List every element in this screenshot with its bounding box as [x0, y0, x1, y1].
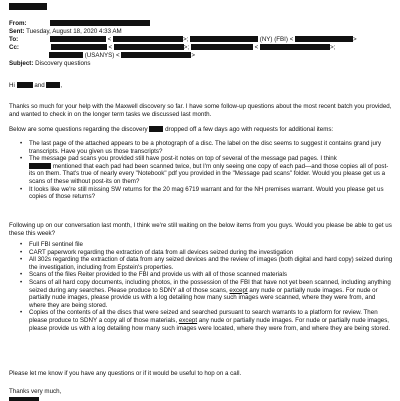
redacted-to-4 [295, 36, 353, 42]
redacted-cc-1 [51, 44, 107, 50]
subject-label: Subject: [9, 60, 34, 67]
signoff: Thanks very much, [9, 388, 62, 395]
list-item: • CART paperwork regarding the extraction of data from all devices seized during the investigation [9, 249, 393, 257]
list-item: • The message pad scans you provided still have post-it notes on top of several of the message pad pages. I think mentioned that each pad had been scanned twice, but I'm only seeing one copy of each pad—and those copies all of post-its on them. That's true of nearly every "Notebook" pdf you provided in the "Message pad scans" folder. Would you please get us a scans of these without post-its on them? [9, 155, 393, 185]
redacted-greet-1 [17, 82, 33, 88]
sent-line [9, 28, 122, 36]
redacted-list1 [29, 163, 51, 169]
redacted-greet-2 [46, 82, 60, 88]
redacted-to-3 [190, 36, 258, 42]
redacted-to-1 [50, 36, 106, 42]
cc-line: Cc: < >; < >; [9, 44, 336, 51]
greeting: Hi and , [9, 82, 63, 89]
list-item: • Copies of the contents of all the discs that were seized and searched pursuant to search warrants to a platform for review. Then please produce to SDNY a copy all of those materials, except any nude or partially nude images. For nude or partially nude images, please provide us with a log detailing how many such images were located, where they were from, and where they are being stored. [9, 309, 393, 332]
sent-label: Sent: [9, 28, 25, 35]
usanys: (USANYS) [84, 52, 115, 59]
sent-value: Tuesday, August 18, 2020 4:33 AM [26, 28, 122, 35]
redacted-from [50, 20, 150, 26]
redacted-cc-3 [191, 44, 253, 50]
cc-label: Cc: [9, 44, 19, 51]
cc-line-2: (USANYS) < > [9, 52, 195, 60]
list-item: • Scans of all hard copy documents, including photos, in the possession of the FBI that have not yet been scanned, including anything seized during any searches. Please produce to SDNY all of those scans, except any nude or partially nude images. For nude or partially nude images, please provide us with a log detailing how many such images were scanned, where they were from, and where they are being stored. [9, 279, 393, 309]
redacted-para2 [149, 126, 163, 132]
list-item: • Scans of the files Reiter provided to the FBI and provide us with all of those scanned materials [9, 271, 393, 279]
redacted-sender-name [9, 3, 47, 10]
pending-items-list [9, 241, 393, 332]
to-label: To: [9, 36, 19, 43]
from-line [9, 20, 150, 28]
paragraph-intro: Thanks so much for your help with the Maxwell discovery so far. I have some follow-up questions about the most recent batch you provided, and wanted to check in on the longer term tasks we discussed last month. [9, 103, 392, 118]
redacted-to-2 [113, 36, 183, 42]
redacted-cc-2 [114, 44, 184, 50]
to-line: To: < >; (NY) (FBI) < > [9, 36, 357, 43]
redacted-cc-4 [260, 44, 330, 50]
list-item: • It looks like we're still missing SW returns for the 20 mag 6719 warrant and for the NH premises warrant. Would you please get us copies of those returns? [9, 186, 393, 201]
subject-value: Discovery questions [35, 60, 91, 67]
list-item: • Full FBI sentinel file [9, 241, 393, 249]
from-label: From: [9, 20, 27, 27]
redacted-signature [9, 397, 39, 401]
paragraph-followup: Following up on our conversation last month, I think we're still waiting on the below items from you guys. Would you please be able to get us these this week? [9, 222, 392, 237]
paragraph-closing: Please let me know if you have any questions or if it would be useful to hop on a call. [9, 370, 242, 377]
list-item: • All 302s regarding the extraction of data from any seized devices and the review of images (both digital and hard copy) seized during the investigation, including from Epstein's properties. [9, 256, 393, 271]
redacted-cc-6 [121, 52, 191, 58]
paragraph-questions: Below are some questions regarding the discovery dropped off a few days ago with requests for additional items: [9, 126, 334, 133]
to-fbi: (NY) (FBI) [259, 36, 288, 43]
list-item: • The last page of the attached appears to be a photograph of a disc. The label on the disc seems to suggest it contains grand jury transcripts. Have you given us those transcripts? [9, 140, 393, 155]
subject-line [9, 60, 91, 68]
question-list [9, 140, 393, 201]
redacted-cc-5 [49, 52, 83, 58]
